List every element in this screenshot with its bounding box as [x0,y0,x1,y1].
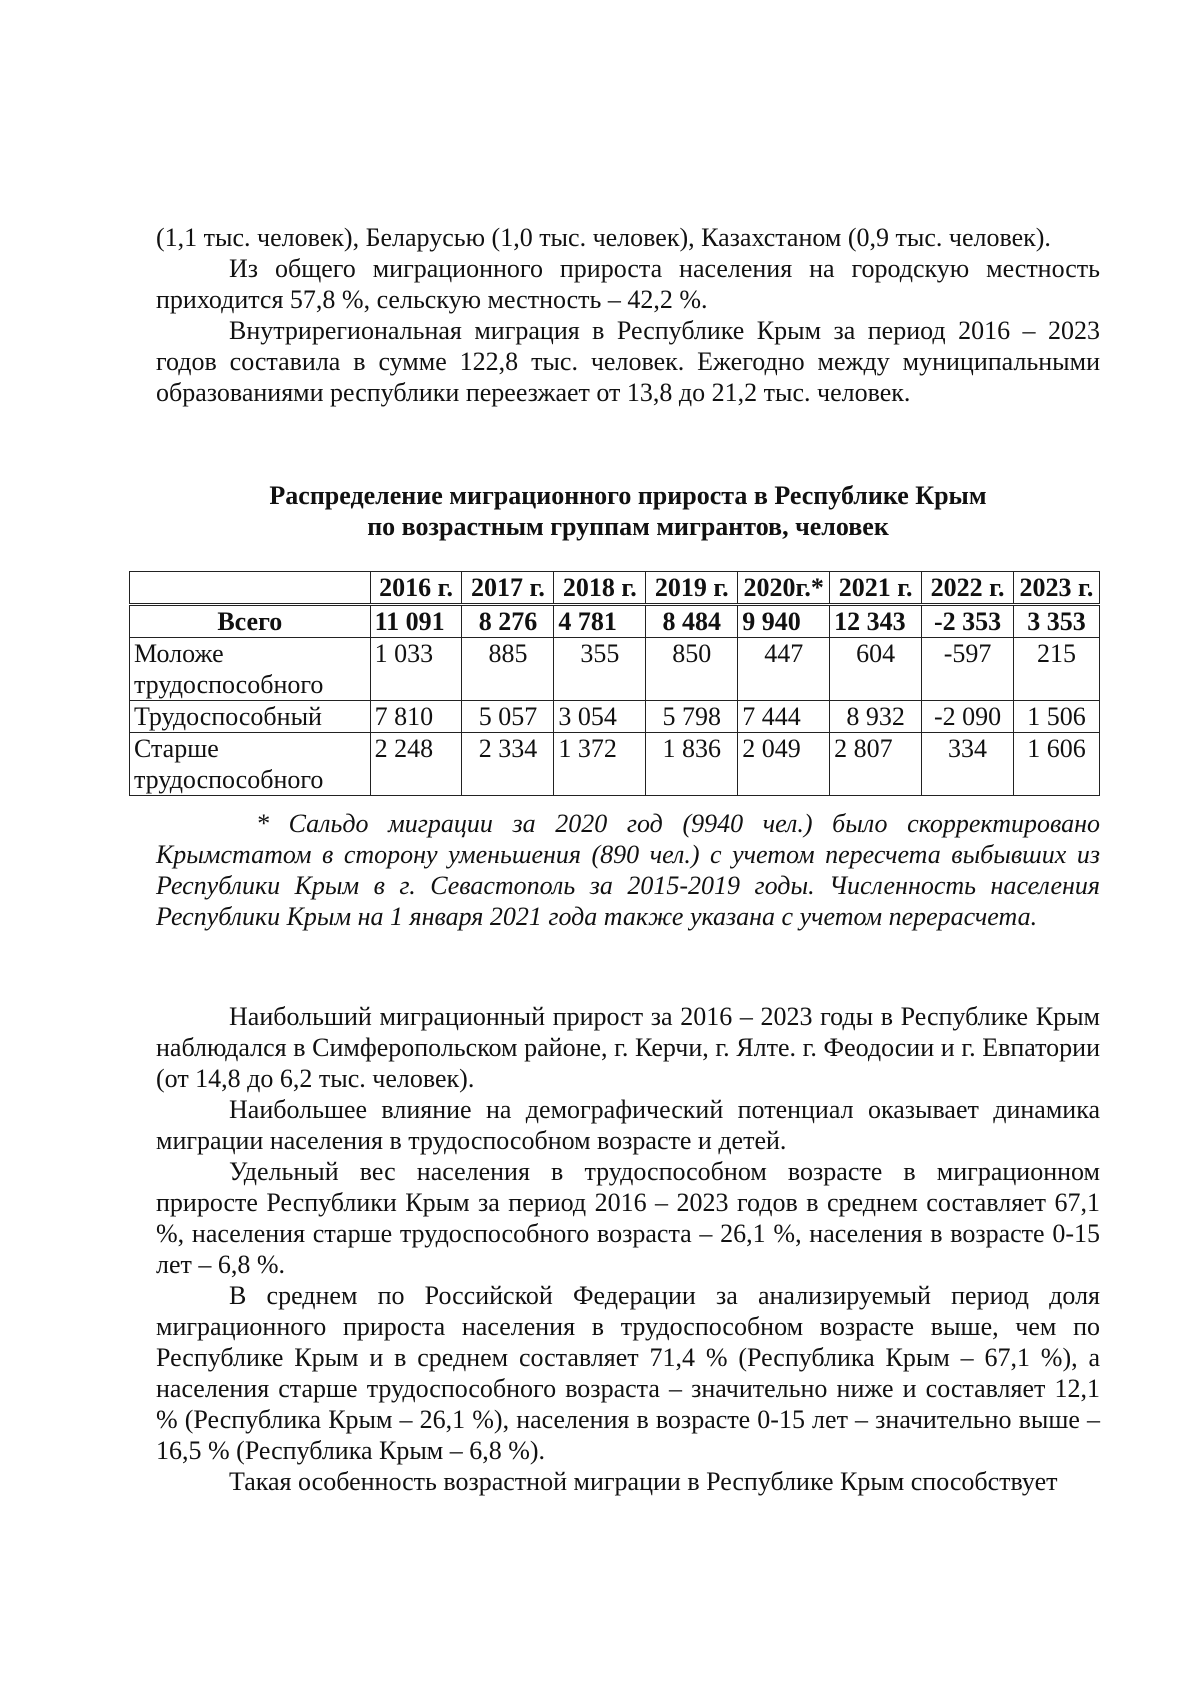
table-header-row [130,572,1100,605]
table-cell: 334 [922,733,1014,796]
migration-table [129,571,1100,796]
body-paragraph: Удельный вес населения в трудоспособном возрасте в миграционном приросте Республики Крым за период 2016 – 2023 годов в среднем составляет 67,1 %, населения старше трудоспособного возраста – 26,1 %, населения в возрасте 0-15 лет – 6,8 %. [156,1157,1100,1279]
header-cell: 2018 г. [554,572,646,605]
footnote-section [156,808,1100,932]
table-row [130,701,1100,733]
table-cell: 215 [1013,638,1099,701]
table-cell: 2 248 [370,733,462,796]
table-cell: 12 343 [830,605,922,638]
intro-section [156,222,1100,408]
table-cell: 3 054 [554,701,646,733]
table-cell: 1 033 [370,638,462,701]
table-cell: 447 [738,638,830,701]
table-cell: -597 [922,638,1014,701]
header-cell [130,572,371,605]
table-cell: 1 506 [1013,701,1099,733]
table-cell: 355 [554,638,646,701]
table-cell: 7 444 [738,701,830,733]
table-cell: -2 353 [922,605,1014,638]
intro-paragraph: (1,1 тыс. человек), Беларусью (1,0 тыс. человек), Казахстаном (0,9 тыс. человек). [156,223,1051,252]
table-cell: 1 836 [646,733,738,796]
table-cell: 8 276 [462,605,554,638]
table-cell: 8 484 [646,605,738,638]
intro-paragraph: Из общего миграционного прироста населения на городскую местность приходится 57,8 %, сельскую местность – 42,2 %. [156,254,1100,314]
table-cell: 2 334 [462,733,554,796]
table-cell: 2 049 [738,733,830,796]
table-cell: 3 353 [1013,605,1099,638]
table-title [156,480,1100,542]
body-paragraph: Наибольший миграционный прирост за 2016 – 2023 годы в Республике Крым наблюдался в Симферопольском районе, г. Керчи, г. Ялте. г. Феодосии и г. Евпатории (от 14,8 до 6,2 тыс. человек). [156,1002,1100,1093]
table-row [130,733,1100,796]
body-paragraph: Такая особенность возрастной миграции в Республике Крым способствует [229,1467,1058,1496]
header-cell: 2016 г. [370,572,462,605]
footnote: * Сальдо миграции за 2020 год (9940 чел.) было скорректировано Крымстатом в сторону уменьшения (890 чел.) с учетом пересчета выбывших из Республики Крым в г. Севастополь за 2015-2019 годы. Численность населения Республики Крым на 1 января 2021 года также указана с учетом перерасчета. [156,809,1100,931]
table-cell: 5 798 [646,701,738,733]
table-row-total [130,605,1100,638]
table-cell: 5 057 [462,701,554,733]
header-cell: 2021 г. [830,572,922,605]
intro-paragraph: Внутрирегиональная миграция в Республике Крым за период 2016 – 2023 годов составила в сумме 122,8 тыс. человек. Ежегодно между муниципальными образованиями республики переезжает от 13,8 до 21,2 тыс. человек. [156,316,1100,407]
header-cell: 2022 г. [922,572,1014,605]
row-label: Старше трудоспособного [130,733,371,796]
table-row [130,638,1100,701]
table-cell: 11 091 [370,605,462,638]
row-label: Всего [130,605,371,638]
body-paragraph: Наибольшее влияние на демографический потенциал оказывает динамика миграции населения в трудоспособном возрасте и детей. [156,1095,1100,1155]
table-title-line1: Распределение миграционного прироста в Республике Крым [269,481,987,510]
table-cell: -2 090 [922,701,1014,733]
table-cell: 4 781 [554,605,646,638]
body-section [156,1001,1100,1497]
table-cell: 8 932 [830,701,922,733]
body-paragraph: В среднем по Российской Федерации за анализируемый период доля миграционного прироста населения в трудоспособном возрасте выше, чем по Республике Крым и в среднем составляет 71,4 % (Республика Крым – 67,1 %), а населения старше трудоспособного возраста – значительно ниже и составляет 12,1 % (Республика Крым – 26,1 %), населения в возрасте 0-15 лет – значительно выше – 16,5 % (Республика Крым – 6,8 %). [156,1281,1100,1465]
table-cell: 1 606 [1013,733,1099,796]
table-cell: 9 940 [738,605,830,638]
table-cell: 850 [646,638,738,701]
row-label: Моложе трудоспособного [130,638,371,701]
table-cell: 1 372 [554,733,646,796]
header-cell: 2019 г. [646,572,738,605]
header-cell: 2023 г. [1013,572,1099,605]
header-cell: 2017 г. [462,572,554,605]
row-label: Трудоспособный [130,701,371,733]
table-cell: 885 [462,638,554,701]
table-title-line2: по возрастным группам мигрантов, человек [367,512,889,541]
table-cell: 604 [830,638,922,701]
table-cell: 7 810 [370,701,462,733]
table-cell: 2 807 [830,733,922,796]
header-cell: 2020г.* [738,572,830,605]
